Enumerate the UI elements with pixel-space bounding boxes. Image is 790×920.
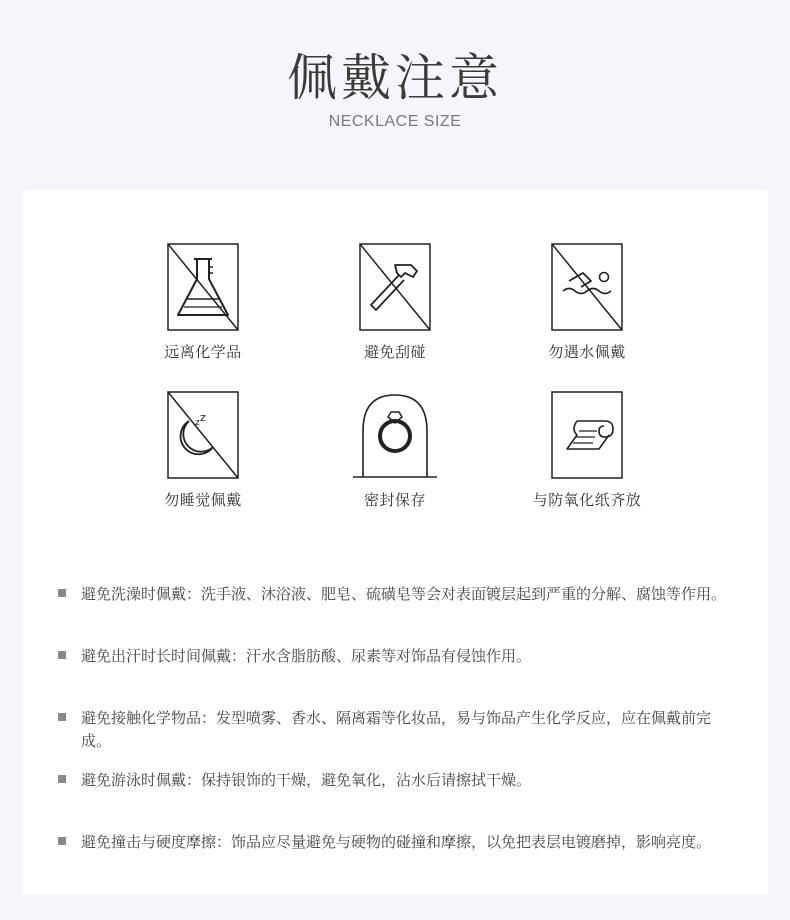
care-item-water bbox=[497, 243, 677, 362]
bullet-square-icon bbox=[58, 589, 66, 597]
care-item-label: 勿睡觉佩戴 bbox=[164, 491, 242, 509]
list-item: 避免洗澡时佩戴：洗手液、沐浴液、肥皂、硫磺皂等会对表面镀层起到严重的分解、腐蚀等作用。 bbox=[58, 583, 738, 606]
svg-text:z: z bbox=[200, 411, 206, 424]
care-item-chemicals bbox=[113, 243, 293, 362]
bullet-square-icon bbox=[58, 651, 66, 659]
care-item-antioxidant bbox=[497, 391, 677, 510]
paper-roll-icon bbox=[551, 391, 623, 479]
care-item-sealed bbox=[305, 391, 485, 510]
care-item-sleep bbox=[113, 391, 293, 510]
care-item-label: 避免刮碰 bbox=[363, 343, 426, 361]
hammer-crossed-icon bbox=[359, 243, 431, 331]
list-item: 避免游泳时佩戴：保持银饰的干燥，避免氧化，沾水后请擦拭干燥。 bbox=[58, 769, 738, 792]
bullet-square-icon bbox=[58, 837, 66, 845]
ring-box-icon bbox=[347, 391, 443, 479]
swimmer-crossed-icon bbox=[551, 243, 623, 331]
svg-text:z: z bbox=[195, 418, 200, 428]
care-item-scratch bbox=[305, 243, 485, 362]
flask-crossed-icon bbox=[167, 243, 239, 331]
page-title: 佩戴注意 bbox=[287, 49, 503, 107]
page-subtitle: NECKLACE SIZE bbox=[328, 113, 462, 130]
care-item-label: 与防氧化纸齐放 bbox=[532, 491, 642, 509]
bullet-square-icon bbox=[58, 713, 66, 721]
list-item: 避免出汗时长时间佩戴：汗水含脂肪酸、尿素等对饰品有侵蚀作用。 bbox=[58, 645, 738, 668]
care-item-label: 勿遇水佩戴 bbox=[548, 343, 626, 361]
list-item: 避免撞击与硬度摩擦：饰品应尽量避免与硬物的碰撞和摩擦，以免把表层电镀磨掉，影响亮度。 bbox=[58, 831, 738, 854]
care-item-label: 远离化学品 bbox=[164, 343, 242, 361]
bullet-square-icon bbox=[58, 775, 66, 783]
care-item-label: 密封保存 bbox=[363, 491, 426, 509]
moon-sleep-crossed-icon bbox=[167, 391, 239, 479]
list-item: 避免接触化学物品：发型喷雾、香水、隔离霜等化妆品，易与饰品产生化学反应，应在佩戴前完成。 bbox=[58, 707, 738, 753]
